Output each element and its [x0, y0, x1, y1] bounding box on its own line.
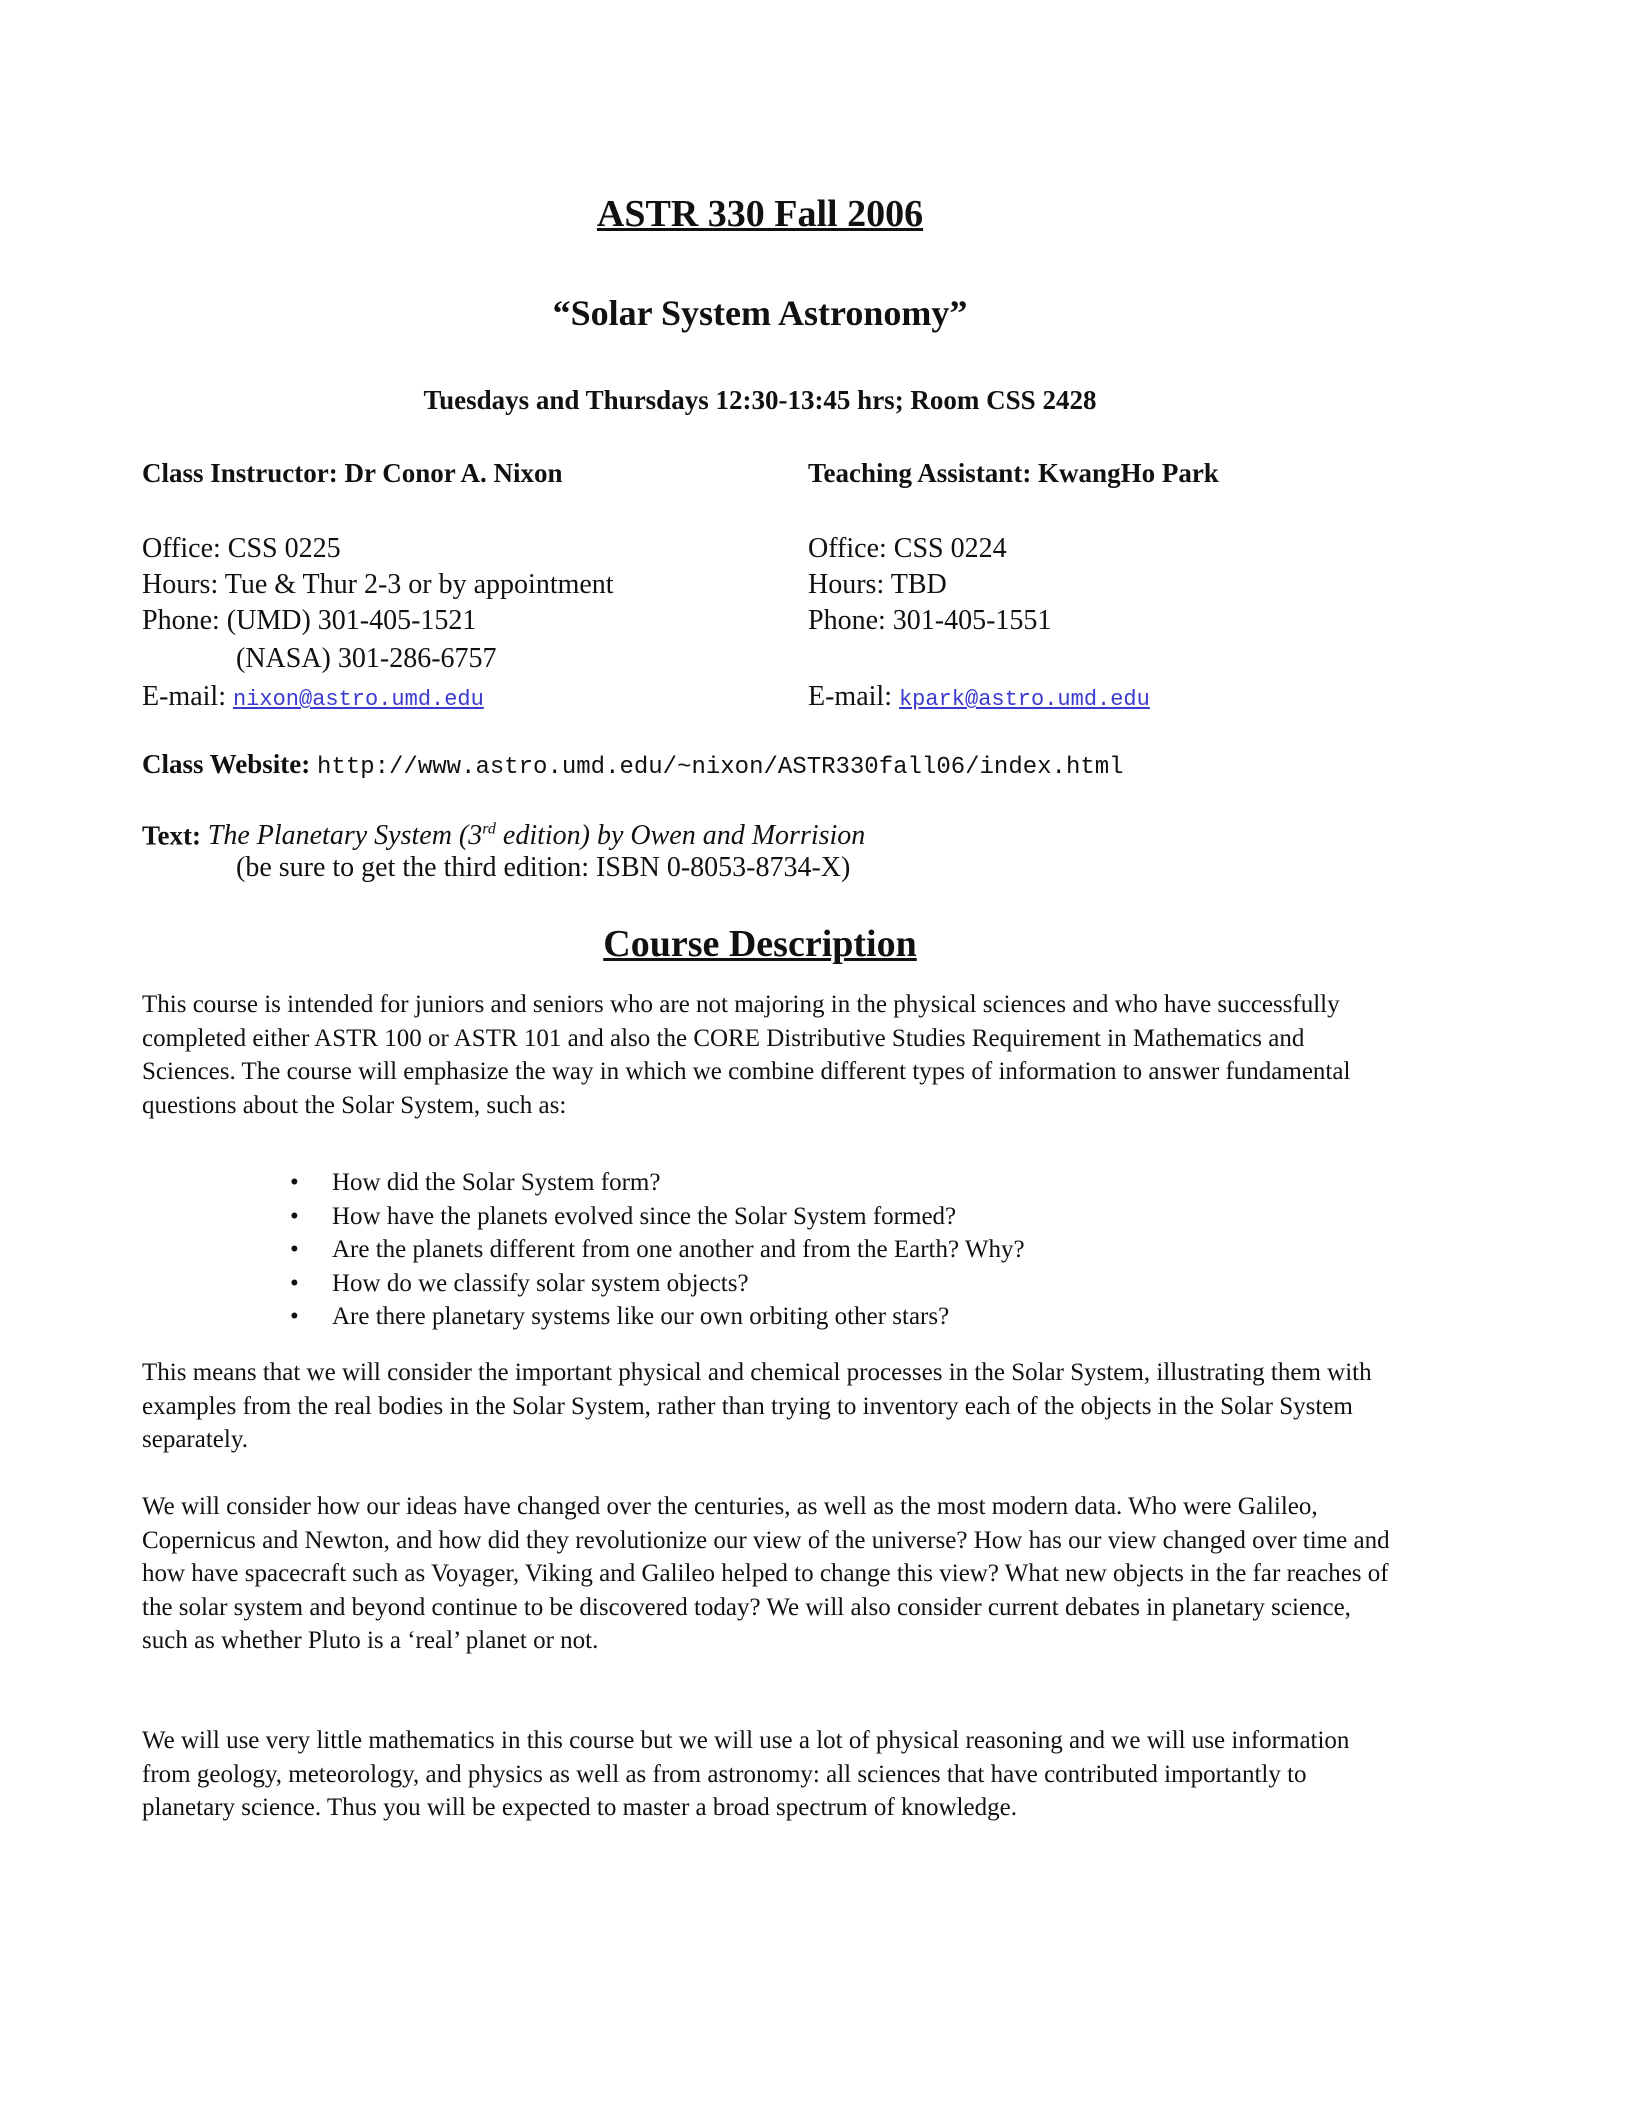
class-website-url[interactable]: http://www.astro.umd.edu/~nixon/ASTR330fall06/index.html: [317, 754, 1124, 781]
textbook-title: The Planetary System (3rd edition) by Owen and Morrision: [207, 820, 866, 852]
instructor-heading: Class Instructor: Dr Conor A. Nixon: [142, 458, 563, 488]
course-description-para-2: This means that we will consider the important physical and chemical processes in the Solar System, illustrating them with examples from the real bodies in the Solar System, rather than trying to inventory each of the objects in the Solar System separately.: [142, 1359, 1372, 1453]
ta-hours: Hours: TBD: [808, 569, 947, 600]
course-title: ASTR 330 Fall 2006: [596, 193, 924, 235]
instructor-office: Office: CSS 0225: [142, 533, 341, 564]
instructor-email-link[interactable]: nixon@astro.umd.edu: [232, 687, 484, 712]
bullet-icon: •: [290, 1169, 299, 1196]
ta-office: Office: CSS 0224: [808, 533, 1007, 564]
list-item: • How did the Solar System form?: [290, 1166, 1025, 1200]
list-item: • Are there planetary systems like our own orbiting other stars?: [290, 1300, 1025, 1334]
instructor-phone-nasa: (NASA) 301-286-6757: [236, 643, 497, 674]
textbook-note: (be sure to get the third edition: ISBN 0-8053-8734-X): [236, 852, 851, 883]
instructor-email-row: [142, 679, 484, 718]
ta-email-label: E-mail:: [808, 681, 899, 712]
list-item: • Are the planets different from one another and from the Earth? Why?: [290, 1233, 1025, 1267]
course-subtitle: “Solar System Astronomy”: [552, 293, 968, 333]
textbook-row: [142, 812, 865, 854]
class-website-label: Class Website:: [142, 749, 318, 779]
class-website-row: [142, 746, 1124, 786]
list-item: • How have the planets evolved since the Solar System formed?: [290, 1200, 1025, 1234]
course-description-para-3: We will consider how our ideas have changed over the centuries, as well as the most modern data. Who were Galileo, Copernicus and Newton, and how did they revolutionize our view of the universe? How has our view changed over time and how have spacecraft such as Voyager, Viking and Galileo helped to change this view? What new objects in the far reaches of the solar system and beyond continue to be discovered today? We will also consider current debates in planetary science, such as whether Pluto is a ‘real’ planet or not.: [142, 1493, 1390, 1654]
instructor-phone: Phone: (UMD) 301-405-1521: [142, 605, 477, 636]
ta-phone: Phone: 301-405-1551: [808, 605, 1052, 636]
list-item: • How do we classify solar system objects?: [290, 1267, 1025, 1301]
bullet-icon: •: [290, 1202, 299, 1230]
ta-email-row: [808, 679, 1150, 718]
questions-list: [290, 1166, 1025, 1334]
class-schedule: Tuesdays and Thursdays 12:30-13:45 hrs; Room CSS 2428: [423, 385, 1097, 415]
course-description-para-4: We will use very little mathematics in this course but we will use a lot of physical reasoning and we will use information from geology, meteorology, and physics as well as from astronomy: all sciences that have contributed importantly to planetary science. Thus you will be expected to master a broad spectrum of knowledge.: [142, 1727, 1350, 1821]
bullet-icon: •: [290, 1269, 299, 1297]
bullet-icon: •: [290, 1236, 299, 1263]
course-description-heading: Course Description: [603, 923, 917, 965]
textbook-label: Text:: [142, 820, 208, 851]
ta-heading: Teaching Assistant: KwangHo Park: [808, 458, 1219, 488]
instructor-hours: Hours: Tue & Thur 2-3 or by appointment: [142, 569, 614, 600]
instructor-email-label: E-mail:: [142, 681, 233, 712]
ta-email-link[interactable]: kpark@astro.umd.edu: [898, 687, 1150, 712]
bullet-icon: •: [290, 1303, 299, 1330]
course-description-intro: This course is intended for juniors and seniors who are not majoring in the physical sciences and who have successfully completed either ASTR 100 or ASTR 101 and also the CORE Distributive Studies Requirement in Mathematics and Sciences. The course will emphasize the way in which we combine different types of information to answer fundamental questions about the Solar System, such as:: [142, 991, 1351, 1119]
